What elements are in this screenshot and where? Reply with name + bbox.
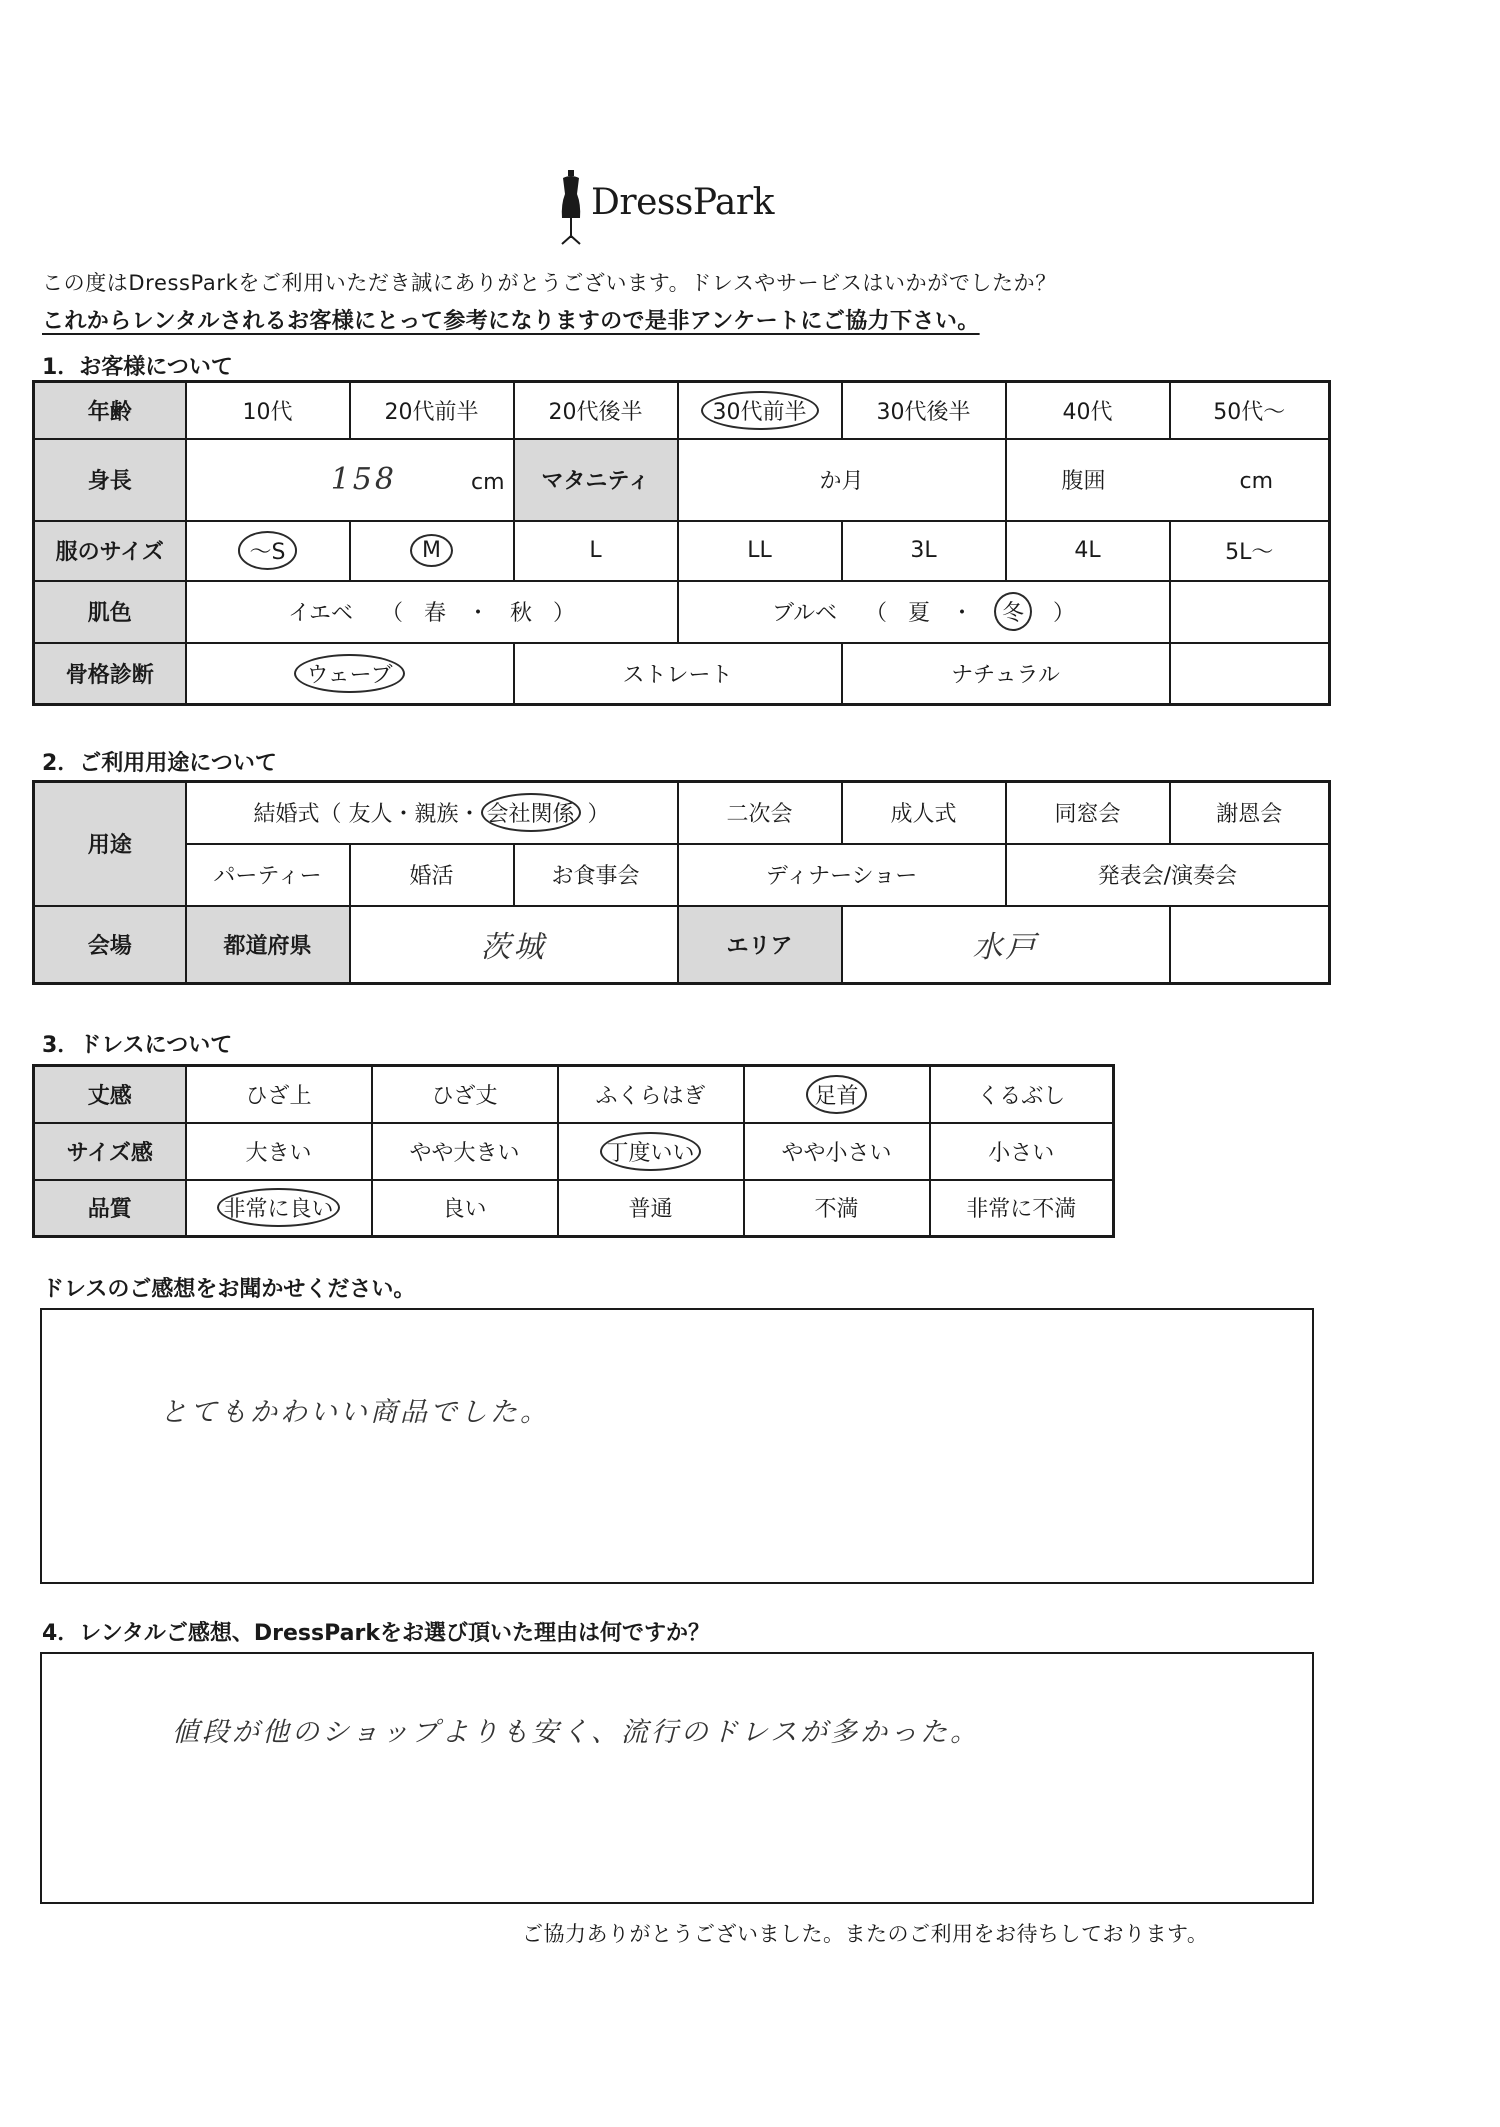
wedding-prefix: 結婚式（ <box>253 802 342 828</box>
prefecture-value: 茨城 <box>480 930 547 966</box>
yb-open-paren: （ <box>381 601 404 626</box>
quality-option-excellent[interactable] <box>186 1180 372 1237</box>
age-option-50s[interactable]: 50代～ <box>1170 382 1330 439</box>
purpose-row-1 <box>34 782 1330 844</box>
maternity-label: マタニティ <box>514 439 678 521</box>
wedding-sep-2: ・ <box>458 802 481 828</box>
height-label: 身長 <box>34 439 186 521</box>
skin-winter-selected: 冬 <box>994 592 1032 631</box>
purpose-dinner[interactable]: お食事会 <box>514 844 678 906</box>
age-option-late-20s[interactable]: 20代後半 <box>514 382 678 439</box>
age-option-10s[interactable]: 10代 <box>186 382 350 439</box>
quality-label: 品質 <box>34 1180 186 1237</box>
quality-row <box>34 1180 1114 1237</box>
skeleton-option-straight[interactable]: ストレート <box>514 643 842 705</box>
fit-option-small[interactable]: 小さい <box>930 1123 1114 1180</box>
purpose-reunion[interactable]: 同窓会 <box>1006 782 1170 844</box>
waist-label: 腹囲 <box>1061 469 1106 494</box>
bb-close-paren: ） <box>1053 601 1076 626</box>
quality-option-average[interactable]: 普通 <box>558 1180 744 1237</box>
fit-option-just-right[interactable] <box>558 1123 744 1180</box>
size-option-3l[interactable]: 3L <box>842 521 1006 581</box>
wedding-friend: 友人 <box>348 802 393 828</box>
purpose-thanks-party[interactable]: 謝恩会 <box>1170 782 1330 844</box>
brand-name: DressPark <box>591 182 774 223</box>
intro-text: この度はDressParkをご利用いただき誠にありがとうございます。ドレスやサービスはいかがでしたか？ <box>42 271 1057 295</box>
section1-title: 1．お客様について <box>42 355 233 380</box>
height-row <box>34 439 1330 521</box>
height-value: 158 <box>330 462 397 497</box>
fit-row <box>34 1123 1114 1180</box>
height-field[interactable] <box>186 439 514 521</box>
length-label: 丈感 <box>34 1066 186 1123</box>
size-option-ll[interactable]: LL <box>678 521 842 581</box>
intro-request: これからレンタルされるお客様にとって参考になりますので是非アンケートにご協力下さい。 <box>42 309 980 334</box>
age-label: 年齢 <box>34 382 186 439</box>
dress-comment-box[interactable] <box>40 1308 1314 1584</box>
size-selected-s: ～S <box>238 531 298 570</box>
area-label: エリア <box>678 906 842 984</box>
prefecture-label: 都道府県 <box>186 906 350 984</box>
section4-title: 4．レンタルご感想、DressParkをお選び頂いた理由は何ですか？ <box>42 1621 710 1646</box>
height-unit: cm <box>470 470 505 495</box>
quality-option-very-dissatisfied[interactable]: 非常に不満 <box>930 1180 1114 1237</box>
dress-comment-title: ドレスのご感想をお聞かせください。 <box>42 1277 416 1302</box>
age-option-early-20s[interactable]: 20代前半 <box>350 382 514 439</box>
skin-summer: 夏 <box>908 601 931 626</box>
length-option-ankle[interactable] <box>744 1066 930 1123</box>
size-option-5l[interactable]: 5L～ <box>1170 521 1330 581</box>
wedding-work-selected: 会社関係 <box>481 793 581 832</box>
purpose-row-2 <box>34 844 1330 906</box>
rental-reason-text: 値段が他のショップよりも安く、流行のドレスが多かった。 <box>172 1717 981 1748</box>
customer-table <box>32 380 1331 706</box>
quality-option-good[interactable]: 良い <box>372 1180 558 1237</box>
size-option-m[interactable] <box>350 521 514 581</box>
age-selected: 30代前半 <box>701 391 819 430</box>
size-option-l[interactable]: L <box>514 521 678 581</box>
skeleton-row <box>34 643 1330 705</box>
yb-close-paren: ） <box>553 601 576 626</box>
size-row <box>34 521 1330 581</box>
section2-title: 2．ご利用用途について <box>42 751 277 776</box>
age-option-40s[interactable]: 40代 <box>1006 382 1170 439</box>
closing-message: ご協力ありがとうございました。またのご利用をお待ちしております。 <box>522 1922 1209 1946</box>
purpose-wedding[interactable] <box>186 782 678 844</box>
length-selected: 足首 <box>806 1075 866 1114</box>
size-option-s[interactable] <box>186 521 350 581</box>
fit-option-slightly-large[interactable]: やや大きい <box>372 1123 558 1180</box>
bb-open-paren: （ <box>865 601 888 626</box>
skin-dot: ・ <box>467 601 490 626</box>
skeleton-option-wave[interactable] <box>186 643 514 705</box>
age-row <box>34 382 1330 439</box>
waist-field[interactable] <box>1006 439 1330 521</box>
skin-row <box>34 581 1330 643</box>
fit-label: サイズ感 <box>34 1123 186 1180</box>
area-field[interactable] <box>842 906 1170 984</box>
purpose-after-party[interactable]: 二次会 <box>678 782 842 844</box>
skeleton-label: 骨格診断 <box>34 643 186 705</box>
prefecture-field[interactable] <box>350 906 678 984</box>
purpose-dinner-show[interactable]: ディナーショー <box>678 844 1006 906</box>
dress-comment-text: とてもかわいい商品でした。 <box>160 1397 550 1428</box>
length-option-calf[interactable]: ふくらはぎ <box>558 1066 744 1123</box>
maternity-months-field[interactable]: か月 <box>678 439 1006 521</box>
skin-blue-base[interactable] <box>678 581 1170 643</box>
waist-unit: cm <box>1239 469 1274 494</box>
purpose-party[interactable]: パーティー <box>186 844 350 906</box>
skeleton-option-natural[interactable]: ナチュラル <box>842 643 1170 705</box>
age-option-early-30s[interactable] <box>678 382 842 439</box>
skeleton-blank-cell <box>1170 643 1330 705</box>
area-value: 水戸 <box>972 930 1039 966</box>
purpose-label: 用途 <box>34 782 186 906</box>
venue-row <box>34 906 1330 984</box>
wedding-relatives: 親族 <box>414 802 459 828</box>
skin-autumn: 秋 <box>510 601 533 626</box>
purpose-recital[interactable]: 発表会/演奏会 <box>1006 844 1330 906</box>
length-row <box>34 1066 1114 1123</box>
yellow-base-label: イエベ <box>287 601 354 626</box>
quality-option-dissatisfied[interactable]: 不満 <box>744 1180 930 1237</box>
purpose-table <box>32 780 1331 985</box>
fit-option-large[interactable]: 大きい <box>186 1123 372 1180</box>
purpose-konkatsu[interactable]: 婚活 <box>350 844 514 906</box>
purpose-coming-of-age[interactable]: 成人式 <box>842 782 1006 844</box>
wedding-sep-1: ・ <box>392 802 415 828</box>
skin-spring: 春 <box>424 601 447 626</box>
venue-blank-cell <box>1170 906 1330 984</box>
length-option-above-knee[interactable]: ひざ上 <box>186 1066 372 1123</box>
fit-option-slightly-small[interactable]: やや小さい <box>744 1123 930 1180</box>
wedding-suffix: ） <box>587 802 610 828</box>
skin-blank-cell <box>1170 581 1330 643</box>
fit-selected: 丁度いい <box>600 1132 700 1171</box>
skin-dot-2: ・ <box>951 601 974 626</box>
size-label: 服のサイズ <box>34 521 186 581</box>
length-option-anklebone[interactable]: くるぶし <box>930 1066 1114 1123</box>
section3-title: 3．ドレスについて <box>42 1033 233 1058</box>
blue-base-label: ブルベ <box>771 601 838 626</box>
skeleton-selected: ウェーブ <box>294 654 404 693</box>
skin-yellow-base[interactable] <box>186 581 678 643</box>
dress-table <box>32 1064 1115 1238</box>
skin-label: 肌色 <box>34 581 186 643</box>
size-selected-m: M <box>410 534 453 567</box>
dresspark-logo <box>556 168 796 248</box>
length-option-knee[interactable]: ひざ丈 <box>372 1066 558 1123</box>
dress-form-icon <box>556 168 586 248</box>
age-option-late-30s[interactable]: 30代後半 <box>842 382 1006 439</box>
quality-selected: 非常に良い <box>217 1188 339 1227</box>
size-option-4l[interactable]: 4L <box>1006 521 1170 581</box>
rental-reason-box[interactable] <box>40 1652 1314 1904</box>
venue-label: 会場 <box>34 906 186 984</box>
